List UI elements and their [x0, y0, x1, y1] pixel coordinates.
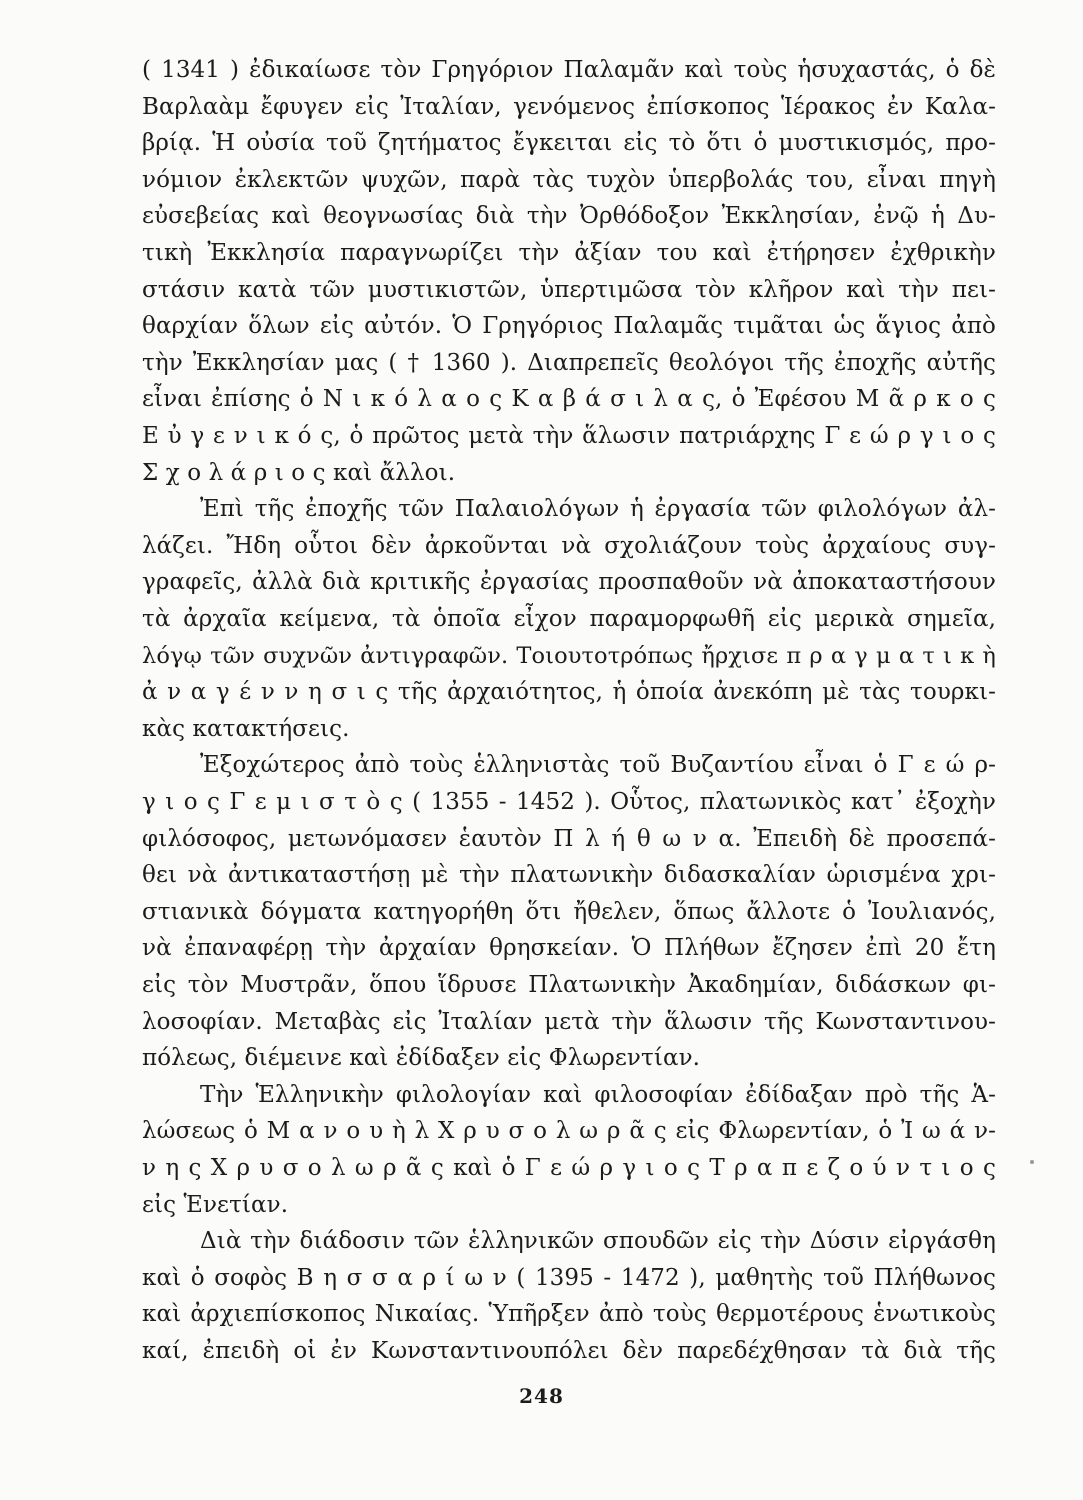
text-line: καὶ ἀρχιεπίσκοπος Νικαίας. Ὑπῆρξεν ἀπὸ τοὺς θερμοτέρους ἑνωτικοὺς: [142, 1301, 996, 1328]
text-line: γ ι ο ς Γ ε μ ι σ τ ὸ ς ( 1355 - 1452 ). Οὗτος, πλατωνικὸς κατ᾽ ἐξοχὴν: [142, 789, 996, 815]
text-line: εἰς τὸν Μυστρᾶν, ὅπου ἵδρυσε Πλατωνικὴν Ἀκαδημίαν, διδάσκων φι-: [142, 972, 996, 998]
text-line: στάσιν κατὰ τῶν μυστικιστῶν, ὑπερτιμῶσα τὸν κλῆρον καὶ τὴν πει-: [142, 276, 996, 303]
text-line: καί, ἐπειδὴ οἱ ἐν Κωνσταντινουπόλει δὲν παρεδέχθησαν τὰ διὰ τῆς: [142, 1338, 996, 1364]
text-line: εὐσεβείας καὶ θεογνωσίας διὰ τὴν Ὀρθόδοξον Ἐκκλησίαν, ἐνῷ ἡ Δυ-: [142, 203, 996, 230]
page-number: 248: [519, 1384, 564, 1408]
paragraph-first-line: Τὴν Ἑλληνικὴν φιλολογίαν καὶ φιλοσοφίαν ἐδίδαξαν πρὸ τῆς Ἁ-: [200, 1081, 996, 1108]
text-line: γραφεῖς, ἀλλὰ διὰ κριτικῆς ἐργασίας προσπαθοῦν νὰ ἀποκαταστήσουν: [142, 569, 996, 596]
paragraph-first-line: Ἐπὶ τῆς ἐποχῆς τῶν Παλαιολόγων ἡ ἐργασία τῶν φιλολόγων ἀλ-: [200, 496, 996, 523]
paragraph-first-line: Διὰ τὴν διάδοσιν τῶν ἑλληνικῶν σπουδῶν εἰς τὴν Δύσιν εἰργάσθη: [200, 1228, 996, 1255]
text-line: λοσοφίαν. Μεταβὰς εἰς Ἰταλίαν μετὰ τὴν ἅλωσιν τῆς Κωνσταντινου-: [142, 1008, 996, 1035]
text-line: εἶναι ἐπίσης ὁ Ν ι κ ό λ α ο ς Κ α β ά σ ι λ α ς, ὁ Ἐφέσου Μ ᾶ ρ κ ο ς: [142, 386, 996, 413]
paper-speck: [1030, 1160, 1034, 1164]
text-line: θει νὰ ἀντικαταστήσῃ μὲ τὴν πλατωνικὴν διδασκαλίαν ὡρισμένα χρι-: [142, 862, 996, 889]
text-line: κὰς κατακτήσεις.: [142, 715, 350, 742]
text-line: εἰς Ἑνετίαν.: [142, 1191, 289, 1218]
text-line: στιανικὰ δόγματα κατηγορήθη ὅτι ἤθελεν, ὅπως ἄλλοτε ὁ Ἰουλιανός,: [142, 898, 996, 925]
text-line: νὰ ἐπαναφέρῃ τὴν ἀρχαίαν θρησκείαν. Ὁ Πλήθων ἔζησεν ἐπὶ 20 ἔτη: [142, 935, 996, 962]
text-line: νόμιον ἐκλεκτῶν ψυχῶν, παρὰ τὰς τυχὸν ὑπερβολάς του, εἶναι πηγὴ: [142, 166, 996, 193]
text-line: ( 1341 ) ἐδικαίωσε τὸν Γρηγόριον Παλαμᾶν καὶ τοὺς ἡσυχαστάς, ὁ δὲ: [142, 57, 996, 83]
paragraph-first-line: Ἐξοχώτερος ἀπὸ τοὺς ἑλληνιστὰς τοῦ Βυζαντίου εἶναι ὁ Γ ε ώ ρ-: [200, 752, 996, 779]
text-line: Ε ὐ γ ε ν ι κ ό ς, ὁ πρῶτος μετὰ τὴν ἅλωσιν πατριάρχης Γ ε ώ ρ γ ι ο ς: [142, 423, 996, 449]
text-line: Σ χ ο λ ά ρ ι ο ς καὶ ἄλλοι.: [142, 459, 456, 486]
text-line: Βαρλαὰμ ἔφυγεν εἰς Ἰταλίαν, γενόμενος ἐπίσκοπος Ἱέρακος ἐν Καλα-: [142, 93, 996, 120]
text-line: πόλεως, διέμεινε καὶ ἐδίδαξεν εἰς Φλωρεντίαν.: [142, 1045, 701, 1072]
text-line: ἀ ν α γ έ ν ν η σ ι ς τῆς ἀρχαιότητος, ἡ ὁποία ἀνεκόπη μὲ τὰς τουρκι-: [142, 679, 996, 706]
text-line: τικὴ Ἐκκλησία παραγνωρίζει τὴν ἀξίαν του καὶ ἐτήρησεν ἐχθρικὴν: [142, 240, 996, 266]
text-line: θαρχίαν ὅλων εἰς αὐτόν. Ὁ Γρηγόριος Παλαμᾶς τιμᾶται ὡς ἅγιος ἀπὸ: [142, 313, 996, 340]
text-line: λώσεως ὁ Μ α ν ο υ ὴ λ Χ ρ υ σ ο λ ω ρ ᾶ ς εἰς Φλωρεντίαν, ὁ Ἰ ω ά ν-: [142, 1118, 996, 1145]
text-line: φιλόσοφος, μετωνόμασεν ἑαυτὸν Π λ ή θ ω ν α. Ἐπειδὴ δὲ προσεπά-: [142, 825, 996, 852]
text-line: τὴν Ἐκκλησίαν μας ( † 1360 ). Διαπρεπεῖς θεολόγοι τῆς ἐποχῆς αὐτῆς: [142, 349, 996, 376]
text-line: τὰ ἀρχαῖα κείμενα, τὰ ὁποῖα εἶχον παραμορφωθῆ εἰς μερικὰ σημεῖα,: [142, 606, 996, 632]
text-line: λάζει. Ἤδη οὗτοι δὲν ἀρκοῦνται νὰ σχολιάζουν τοὺς ἀρχαίους συγ-: [142, 532, 996, 559]
text-line: καὶ ὁ σοφὸς Β η σ σ α ρ ί ω ν ( 1395 - 1472 ), μαθητὴς τοῦ Πλήθωνος: [142, 1264, 996, 1291]
text-line: ν η ς Χ ρ υ σ ο λ ω ρ ᾶ ς καὶ ὁ Γ ε ώ ρ γ ι ο ς Τ ρ α π ε ζ ο ύ ν τ ι ο ς: [142, 1155, 996, 1181]
text-line: βρίᾳ. Ἡ οὐσία τοῦ ζητήματος ἔγκειται εἰς τὸ ὅτι ὁ μυστικισμός, προ-: [142, 130, 996, 157]
text-line: λόγῳ τῶν συχνῶν ἀντιγραφῶν. Τοιουτοτρόπως ἤρχισε π ρ α γ μ α τ ι κ ὴ: [142, 642, 996, 669]
